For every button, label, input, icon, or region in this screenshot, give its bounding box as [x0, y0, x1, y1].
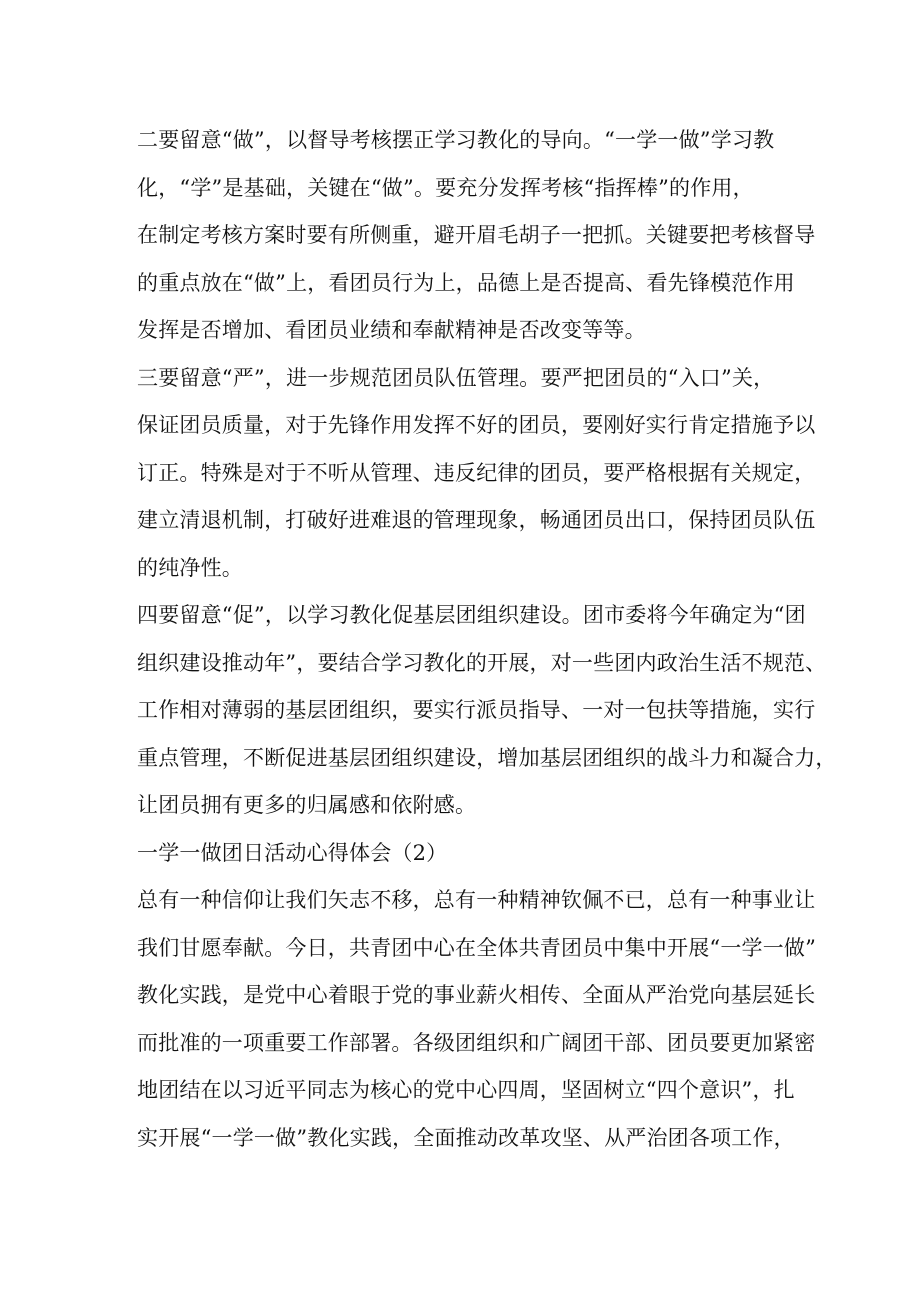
text-line: 三要留意“严”，进一步规范团员队伍管理。要严把团员的“入口”关，: [137, 365, 775, 390]
paragraph-intro: [137, 877, 817, 1162]
text-line: 而批准的一项重要工作部署。各级团组织和广阔团干部、团员要更加紧密: [137, 1030, 816, 1055]
text-line: 教化实践，是党中心着眼于党的事业薪火相传、全面从严治党向基层延长: [137, 983, 816, 1007]
section-heading: [137, 830, 797, 878]
text-line: 四要留意“促”，以学习教化促基层团组织建设。团市委将今年确定为“团: [137, 603, 806, 627]
text-line: 二要留意“做”，以督导考核摆正学习教化的导向。“一学一做”学习教: [137, 128, 775, 152]
text-line: 我们甘愿奉献。今日，共青团中心在全体共青团员中集中开展“一学一做”: [137, 935, 817, 960]
paragraph-point-two: [137, 117, 816, 355]
text-line: 实开展“一学一做”教化实践，全面推动改革攻坚、从严治团各项工作，: [137, 1125, 795, 1150]
document-body: [137, 117, 837, 1162]
text-line: 订正。特殊是对于不听从管理、违反纪律的团员，要严格根据有关规定，: [137, 460, 816, 485]
text-line: 重点管理，不断促进基层团组织建设，增加基层团组织的战斗力和凝合力，: [137, 745, 837, 770]
text-line: 的纯净性。: [137, 555, 243, 580]
text-line: 工作相对薄弱的基层团组织，要实行派员指导、一对一包扶等措施，实行: [137, 698, 816, 722]
text-line: 在制定考核方案时要有所侧重，避开眉毛胡子一把抓。关键要把考核督导: [137, 223, 816, 247]
text-line: 发挥是否增加、看团员业绩和奉献精神是否改变等等。: [137, 318, 646, 342]
text-line: 总有一种信仰让我们矢志不移，总有一种精神钦佩不已，总有一种事业让: [137, 888, 816, 912]
paragraph-point-four: [137, 592, 837, 830]
text-line: 建立清退机制，打破好进难退的管理现象，畅通团员出口，保持团员队伍: [137, 508, 816, 532]
text-line: 让团员拥有更多的归属感和依附感。: [137, 793, 477, 817]
text-line: 组织建设推动年”，要结合学习教化的开展，对一些团内政治生活不规范、: [137, 650, 827, 675]
section-title: 一学一做团日活动心得体会（2）: [137, 840, 448, 865]
text-line: 化，“学”是基础，关键在“做”。要充分发挥考核“指挥棒”的作用，: [137, 175, 754, 200]
text-line: 地团结在以习近平同志为核心的党中心四周，坚固树立“四个意识”，扎: [137, 1078, 795, 1102]
paragraph-point-three: [137, 355, 816, 593]
text-line: 保证团员质量，对于先锋作用发挥不好的团员，要刚好实行肯定措施予以: [137, 413, 816, 437]
text-line: 的重点放在“做”上，看团员行为上，品德上是否提高、看先锋模范作用: [137, 270, 795, 295]
